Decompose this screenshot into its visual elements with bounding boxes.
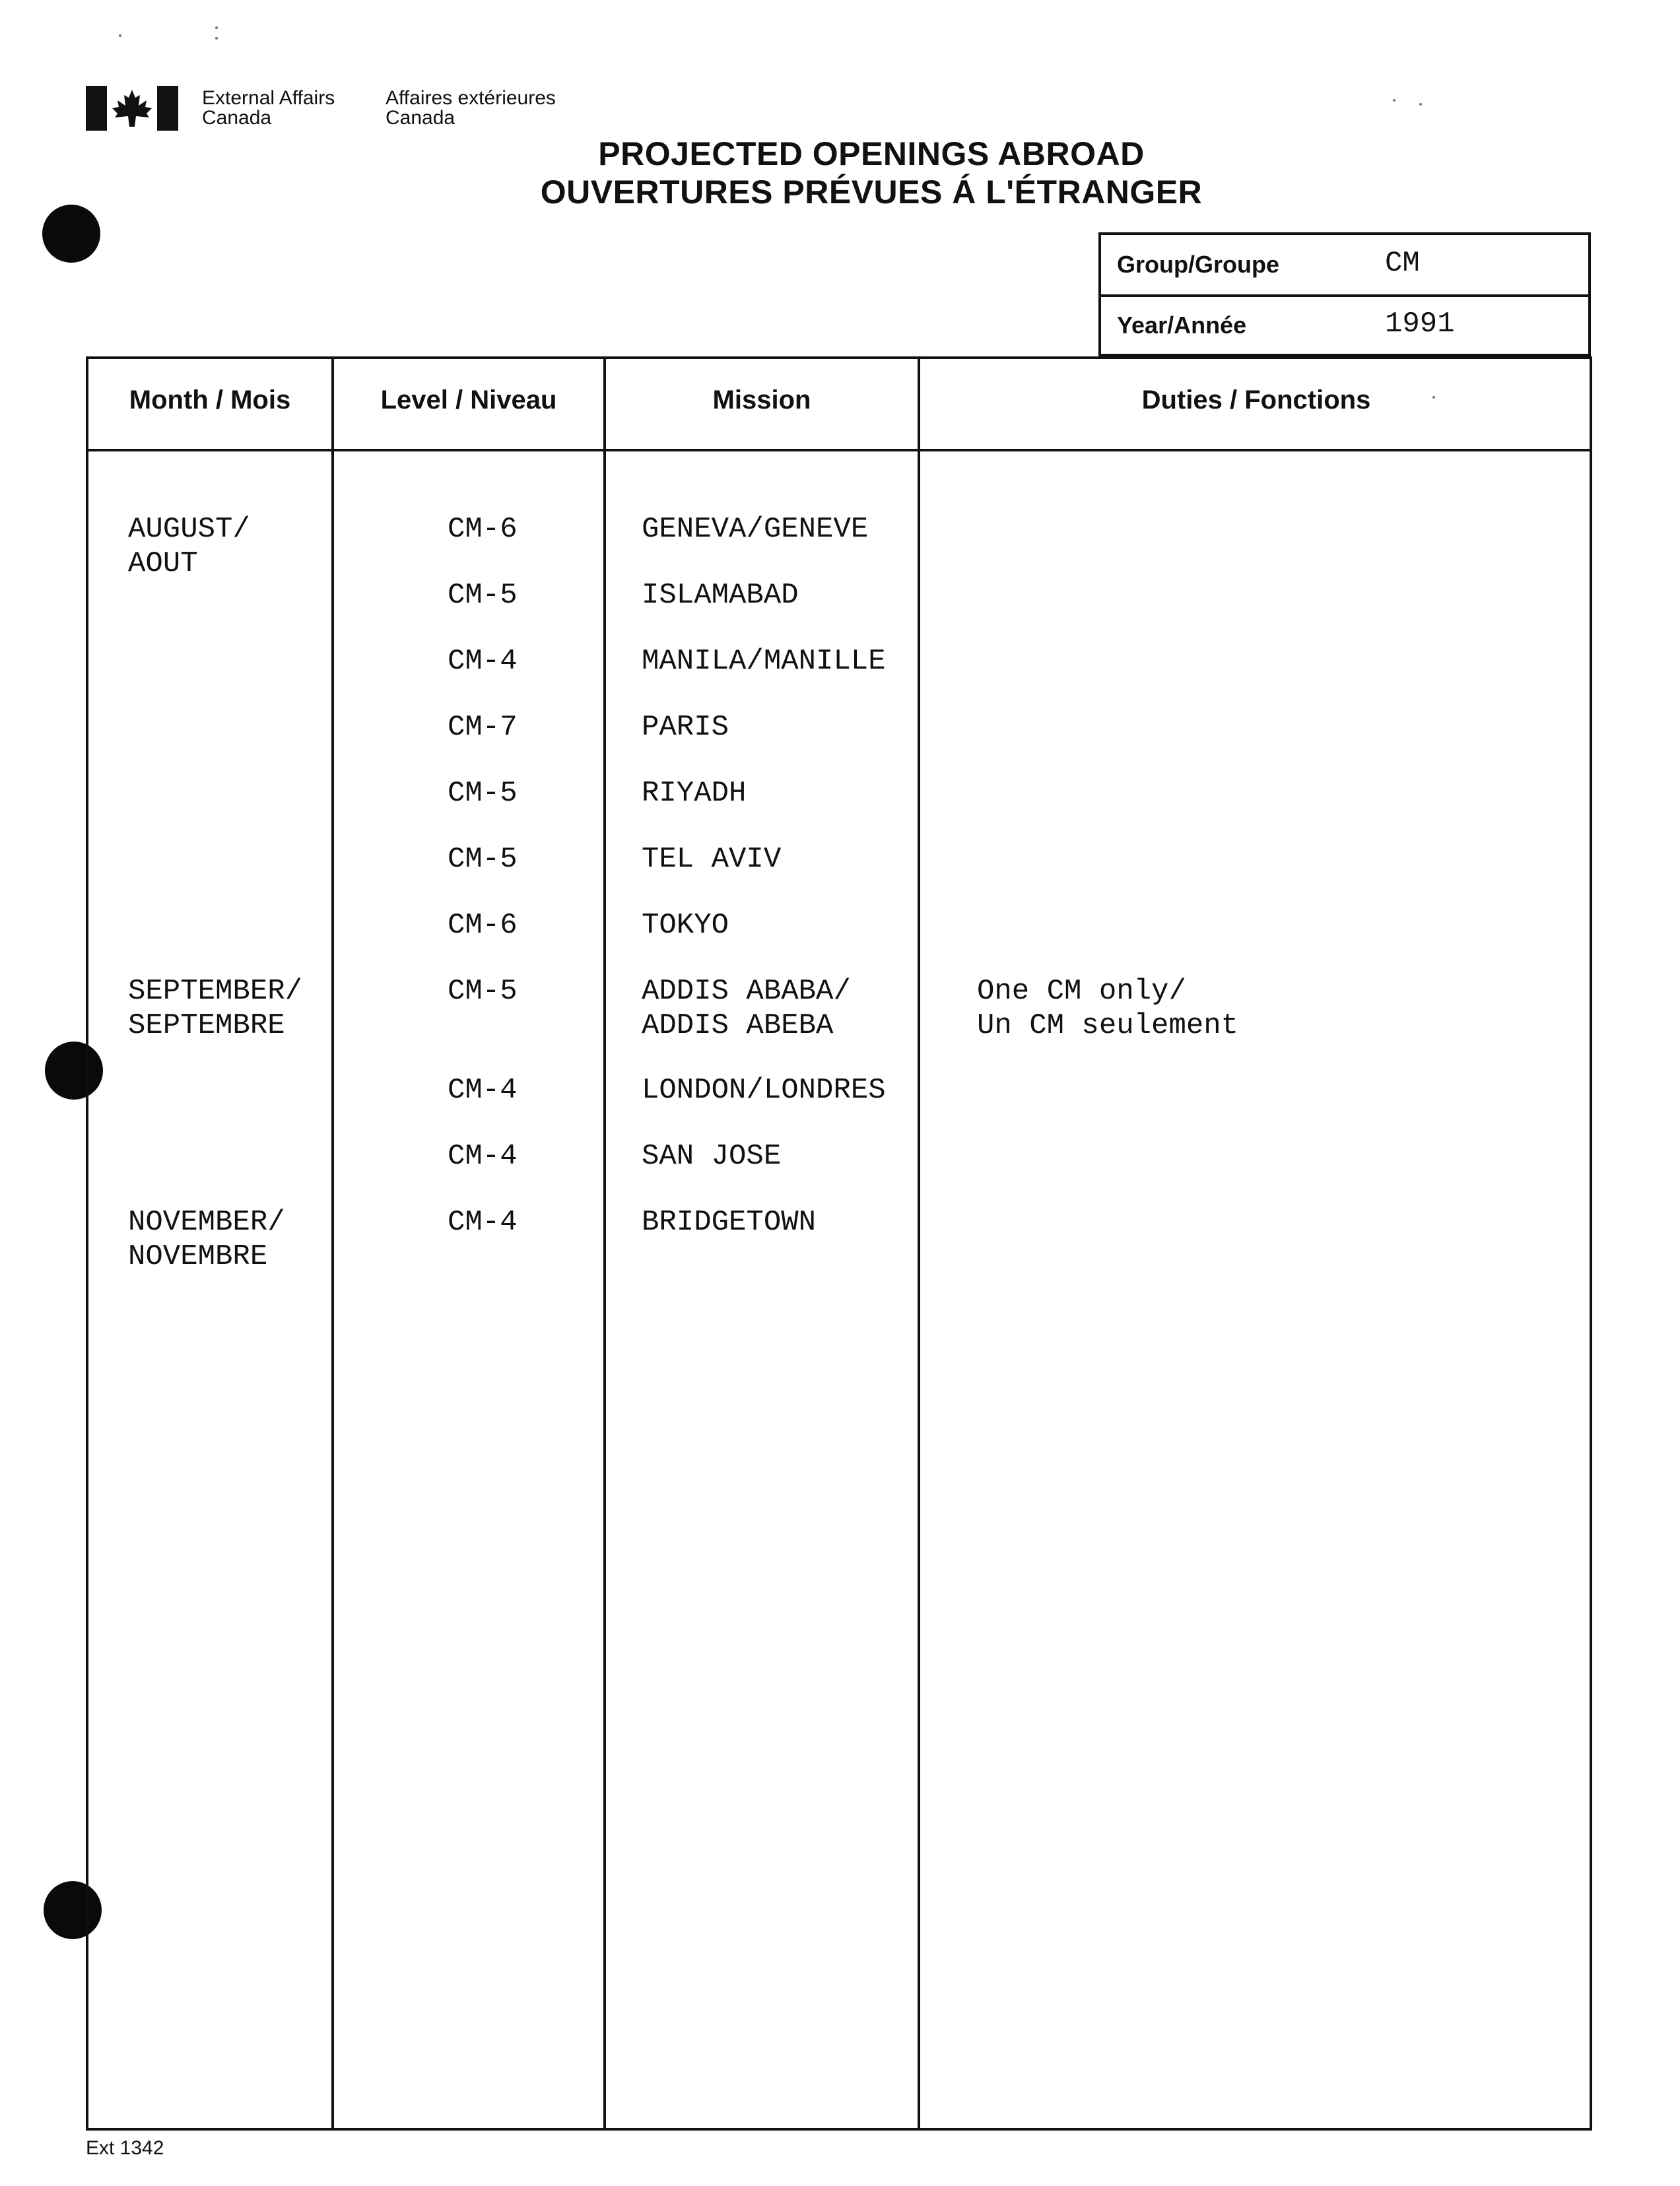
level-cell: CM-6 [448,909,518,942]
openings-table [86,356,1592,2131]
mission-cell: BRIDGETOWN [642,1206,817,1239]
level-cell: CM-5 [448,579,518,612]
title-english: PROJECTED OPENINGS ABROAD [598,135,1145,172]
column-header-duties: Duties / Fonctions [1141,385,1371,414]
department-fr-line1: Affaires extérieures [386,87,556,109]
column-header-level: Level / Niveau [380,385,557,414]
mission-cell: LONDON/LONDRES [642,1074,886,1107]
level-cell: CM-5 [448,843,518,876]
punch-hole-top [42,205,100,263]
scan-speck [1419,103,1422,106]
year-label: Year/Année [1117,312,1247,339]
group-year-box [1098,232,1591,356]
department-en-line2: Canada [202,107,272,129]
level-cell: CM-5 [448,975,518,1008]
level-cell: CM-5 [448,777,518,810]
department-en-line1: External Affairs [202,87,335,109]
mission-cell: RIYADH [642,777,747,810]
duties-cell: One CM only/ Un CM seulement [977,975,1239,1042]
month-cell: SEPTEMBER/ SEPTEMBRE [128,975,303,1042]
mission-cell: TEL AVIV [642,843,782,876]
mission-cell: SAN JOSE [642,1140,782,1173]
department-name-english [202,88,335,128]
month-cell: AUGUST/ AOUT [128,513,250,580]
scan-speck [215,37,218,40]
group-label: Group/Groupe [1117,251,1279,278]
mission-cell: GENEVA/GENEVE [642,513,869,546]
mission-cell: ISLAMABAD [642,579,799,612]
column-header-month: Month / Mois [129,385,291,414]
group-row [1101,235,1588,294]
level-cell: CM-4 [448,645,518,678]
scan-speck [1393,99,1395,102]
year-row [1101,294,1588,356]
department-name-french [386,88,556,128]
form-number: Ext 1342 [86,2137,164,2159]
level-cell: CM-7 [448,711,518,744]
year-value: 1991 [1385,308,1455,341]
canada-flag-logo [86,86,178,131]
level-cell: CM-4 [448,1206,518,1239]
level-cell: CM-6 [448,513,518,546]
mission-cell: ADDIS ABABA/ ADDIS ABEBA [642,975,851,1042]
level-cell: CM-4 [448,1140,518,1173]
month-cell: NOVEMBER/ NOVEMBRE [128,1206,285,1273]
scan-speck [215,26,218,29]
mission-cell: PARIS [642,711,729,744]
title-french: OUVERTURES PRÉVUES Á L'ÉTRANGER [540,174,1203,211]
department-fr-line2: Canada [386,107,455,129]
mission-cell: TOKYO [642,909,729,942]
group-value: CM [1385,247,1420,280]
mission-cell: MANILA/MANILLE [642,645,886,678]
column-divider [603,359,606,2128]
header-divider [88,449,1590,451]
column-divider [331,359,334,2128]
scan-speck [119,34,121,37]
level-cell: CM-4 [448,1074,518,1107]
column-header-mission: Mission [712,385,811,414]
column-divider [918,359,920,2128]
